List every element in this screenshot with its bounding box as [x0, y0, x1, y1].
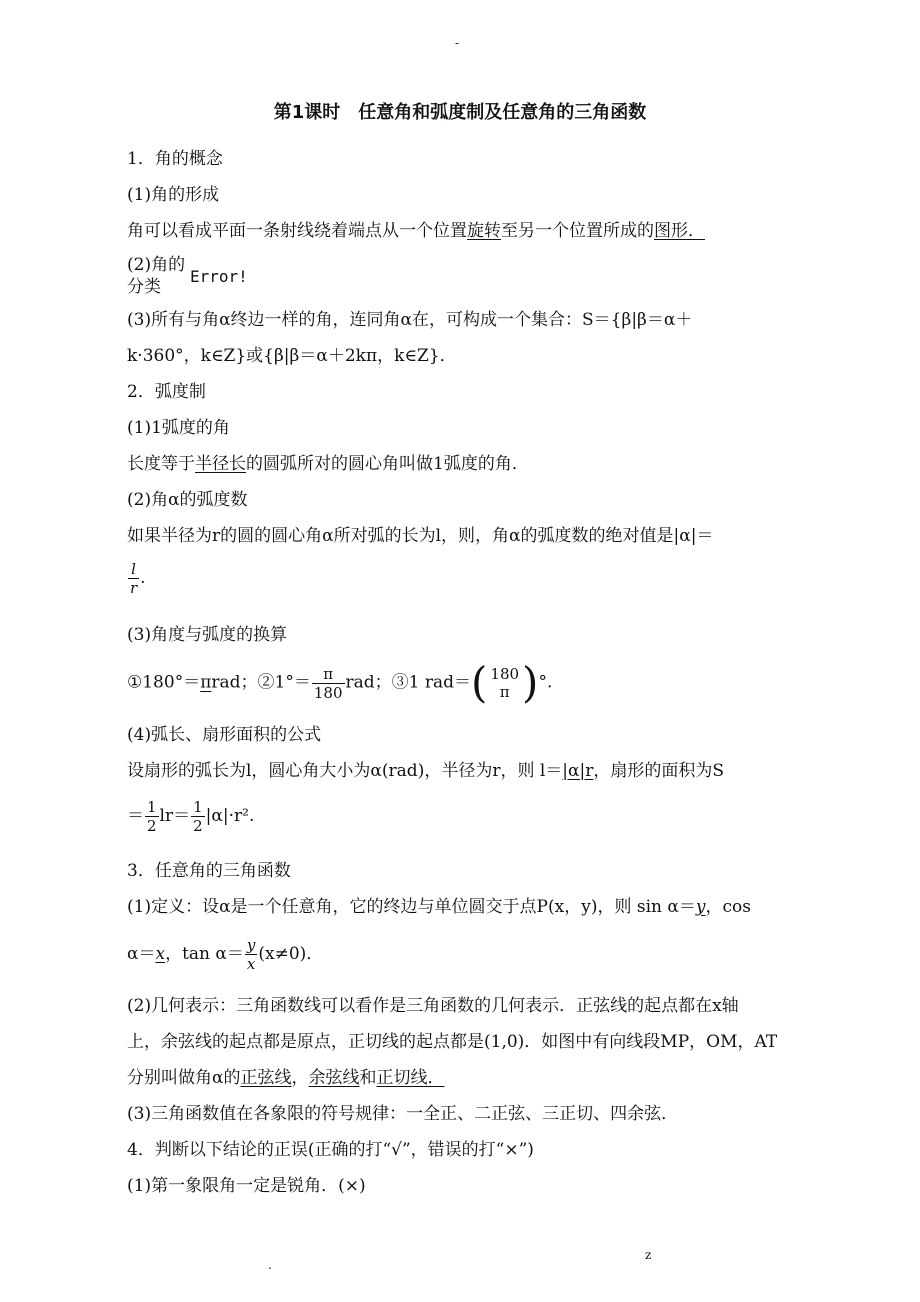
section-3-heading: 3．任意角的三角函数 — [127, 861, 291, 881]
section-4-heading: 4．判断以下结论的正误(正确的打“√”，错误的打“×”) — [127, 1140, 534, 1160]
s3-definition-line2: α＝x，tan α＝ $\frac{y}{x}$ (x≠0)． — [127, 936, 324, 973]
arc-ratio-fraction: $\frac{l}{r}$ . — [130, 560, 146, 597]
footer-right-mark: z — [645, 1248, 652, 1262]
s3-definition-line1: (1)定义：设α是一个任意角，它的终边与单位圆交于点P(x，y)，则 sin α＝y，cos — [127, 897, 751, 917]
s1-p2-text-b: 分类 — [127, 277, 161, 297]
error-text: Error! — [190, 267, 248, 286]
s3-geometry-line1: (2)几何表示：三角函数线可以看作是三角函数的几何表示．正弦线的起点都在x轴 — [127, 996, 739, 1016]
s1-p3-line2: k·360°，k∈Z}或{β|β＝α＋2kπ，k∈Z}． — [127, 346, 457, 366]
s2-p2-text: 如果半径为r的圆的圆心角α所对弧的长为l，则，角α的弧度数的绝对值是|α|＝ — [127, 526, 714, 546]
s2-p2-heading: (2)角α的弧度数 — [127, 490, 248, 510]
s4-question-1: (1)第一象限角一定是锐角．(×) — [127, 1176, 366, 1196]
s2-p1-heading: (1)1弧度的角 — [127, 418, 230, 438]
s3-geometry-line2: 上，余弦线的起点都是原点，正切线的起点都是(1,0)．如图中有向线段MP，OM，AT — [127, 1032, 778, 1052]
footer-left-mark: . — [268, 1258, 272, 1272]
header-mark: - — [455, 36, 460, 50]
s1-p1-text: 角可以看成平面一条射线绕着端点从一个位置旋转至另一个位置所成的图形． — [127, 221, 705, 241]
s1-p3-line1: (3)所有与角α终边一样的角，连同角α在，可构成一个集合：S＝{β|β＝α＋ — [127, 310, 693, 330]
sector-area-formula: ＝ $\frac{1}{2}$ lr＝ $\frac{1}{2}$ |α|·r². — [127, 798, 255, 835]
s3-sign-rule: (3)三角函数值在各象限的符号规律：一全正、二正弦、三正切、四余弦． — [127, 1104, 679, 1124]
s2-p1-text: 长度等于半径长的圆弧所对的圆心角叫做1弧度的角． — [127, 454, 529, 474]
s2-p3-heading: (3)角度与弧度的换算 — [127, 625, 288, 645]
s1-p1-heading: (1)角的形成 — [127, 185, 220, 205]
section-1-heading: 1．角的概念 — [127, 149, 223, 169]
s3-geometry-line3: 分别叫做角α的正弦线，余弦线和正切线． — [127, 1068, 445, 1088]
s2-p4-text: 设扇形的弧长为l，圆心角大小为α(rad)，半径为r，则 l＝|α|r，扇形的面积为S — [127, 761, 725, 781]
s1-p2-text-a: (2)角的 — [127, 255, 186, 275]
section-2-heading: 2．弧度制 — [127, 382, 206, 402]
s2-p4-heading: (4)弧长、扇形面积的公式 — [127, 725, 322, 745]
conversion-formula: ①180°＝πrad；②1°＝ $\frac{\pi}{180}$ rad；③1 rad＝( 180 π )°. — [127, 658, 553, 707]
page-title: 第1课时 任意角和弧度制及任意角的三角函数 — [273, 102, 647, 123]
